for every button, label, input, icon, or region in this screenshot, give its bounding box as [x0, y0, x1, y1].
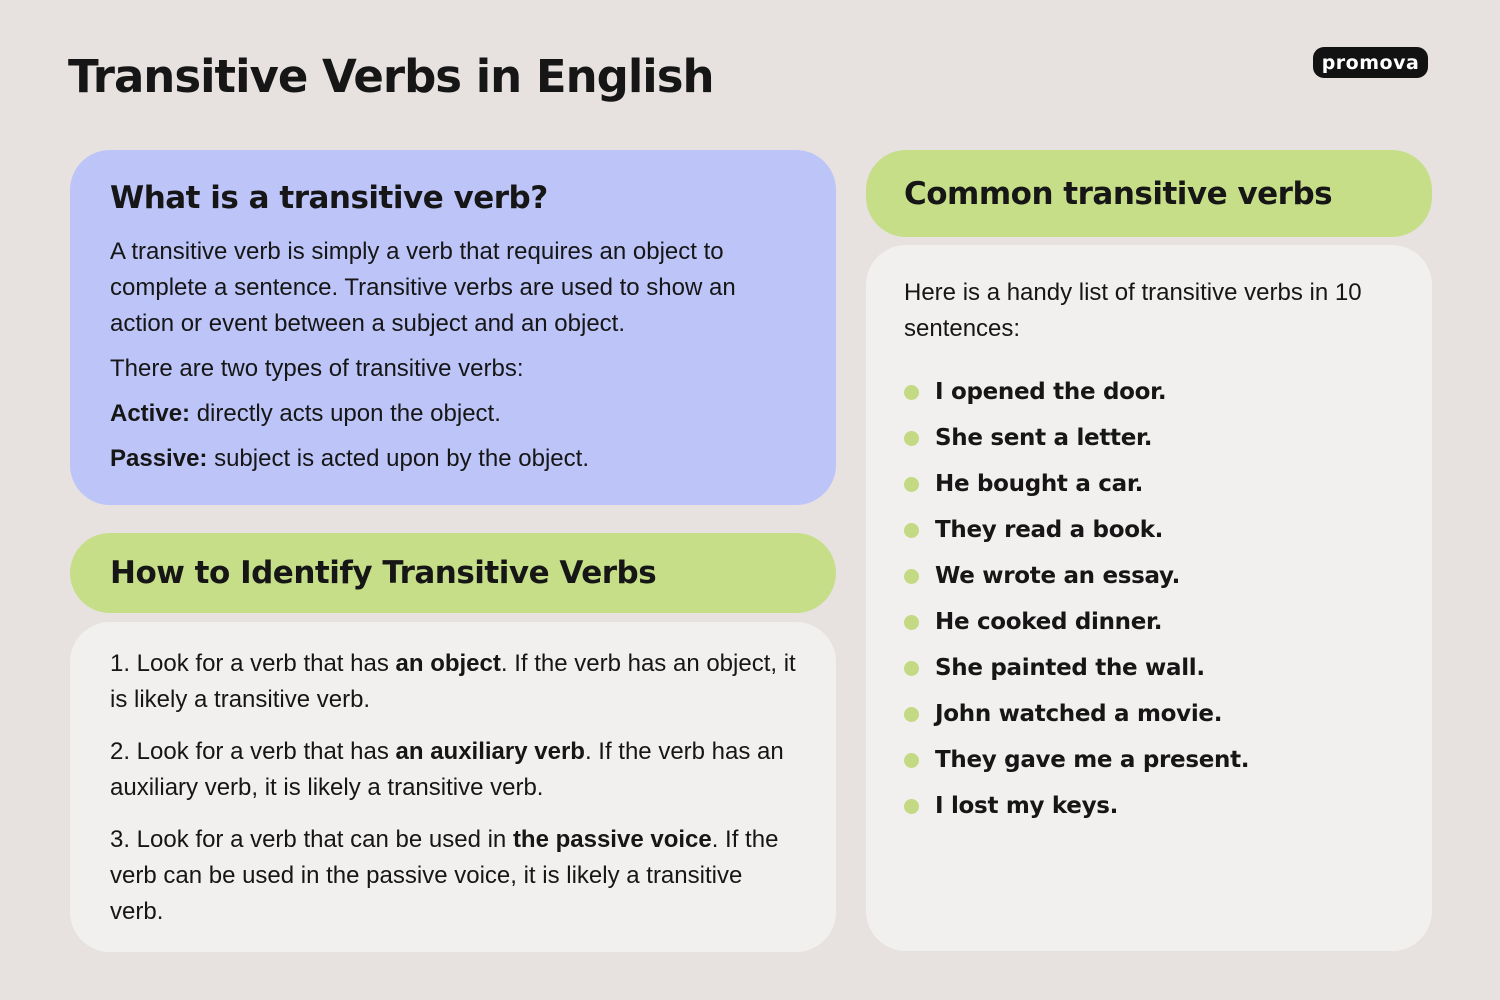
identify-step-3: 3. Look for a verb that can be used in the passive voice. If the verb can be used in the passive voice, it is likely a transitive verb.: [110, 826, 779, 925]
sentence-row: [904, 599, 1394, 645]
common-verbs-banner-title: Common transitive verbs: [904, 175, 1333, 212]
sentence-text: He cooked dinner.: [935, 609, 1163, 635]
list-intro: Here is a handy list of transitive verbs in 10 sentences:: [904, 279, 1362, 342]
sentence-text: I opened the door.: [935, 379, 1167, 405]
sentence-text: They gave me a present.: [935, 747, 1250, 773]
page-title: Transitive Verbs in English: [68, 50, 714, 103]
bullet-dot-icon: [904, 477, 919, 492]
passive-line: [110, 441, 796, 477]
steps-card: [70, 622, 836, 952]
active-line: [110, 396, 796, 432]
passive-text: subject is acted upon by the object.: [207, 445, 589, 472]
sentence-row: [904, 507, 1394, 553]
sentence-row: [904, 369, 1394, 415]
identify-banner-title: How to Identify Transitive Verbs: [110, 555, 657, 591]
definition-heading: What is a transitive verb?: [110, 180, 548, 216]
bullet-dot-icon: [904, 661, 919, 676]
sentence-row: [904, 783, 1394, 829]
sentence-row: [904, 415, 1394, 461]
sentence-row: [904, 461, 1394, 507]
sentence-text: John watched a movie.: [935, 701, 1223, 727]
bullet-dot-icon: [904, 431, 919, 446]
bullet-dot-icon: [904, 799, 919, 814]
sentence-row: [904, 553, 1394, 599]
promova-logo: [1313, 47, 1428, 78]
definition-card: [70, 150, 836, 505]
sentence-list: [904, 369, 1394, 829]
sentence-text: They read a book.: [935, 517, 1164, 543]
bullet-dot-icon: [904, 753, 919, 768]
active-label: Active:: [110, 400, 191, 427]
promova-logo-text: promova: [1321, 51, 1420, 74]
sentence-row: [904, 645, 1394, 691]
identify-step-2: 2. Look for a verb that has an auxiliary verb. If the verb has an auxiliary verb, it is likely a transitive verb.: [110, 738, 784, 801]
sentence-row: [904, 737, 1394, 783]
identify-banner: [70, 533, 836, 613]
sentence-text: She painted the wall.: [935, 655, 1205, 681]
active-text: directly acts upon the object.: [190, 400, 501, 427]
bullet-dot-icon: [904, 615, 919, 630]
sentence-text: He bought a car.: [935, 471, 1144, 497]
bullet-dot-icon: [904, 707, 919, 722]
identify-steps: [110, 646, 796, 930]
identify-step-1: 1. Look for a verb that has an object. If the verb has an object, it is likely a transitive verb.: [110, 650, 796, 713]
sentence-row: [904, 691, 1394, 737]
sentence-text: We wrote an essay.: [935, 563, 1181, 589]
sentence-text: I lost my keys.: [935, 793, 1119, 819]
bullet-dot-icon: [904, 523, 919, 538]
definition-paragraph: A transitive verb is simply a verb that requires an object to complete a sentence. Transitive verbs are used to show an action or event between a subject and an object.: [110, 238, 736, 337]
sentence-text: She sent a letter.: [935, 425, 1153, 451]
common-verbs-banner: [866, 150, 1432, 237]
passive-label: Passive:: [110, 445, 208, 472]
sentence-list-card: [866, 245, 1432, 951]
types-paragraph: There are two types of transitive verbs:: [110, 355, 524, 382]
bullet-dot-icon: [904, 385, 919, 400]
bullet-dot-icon: [904, 569, 919, 584]
